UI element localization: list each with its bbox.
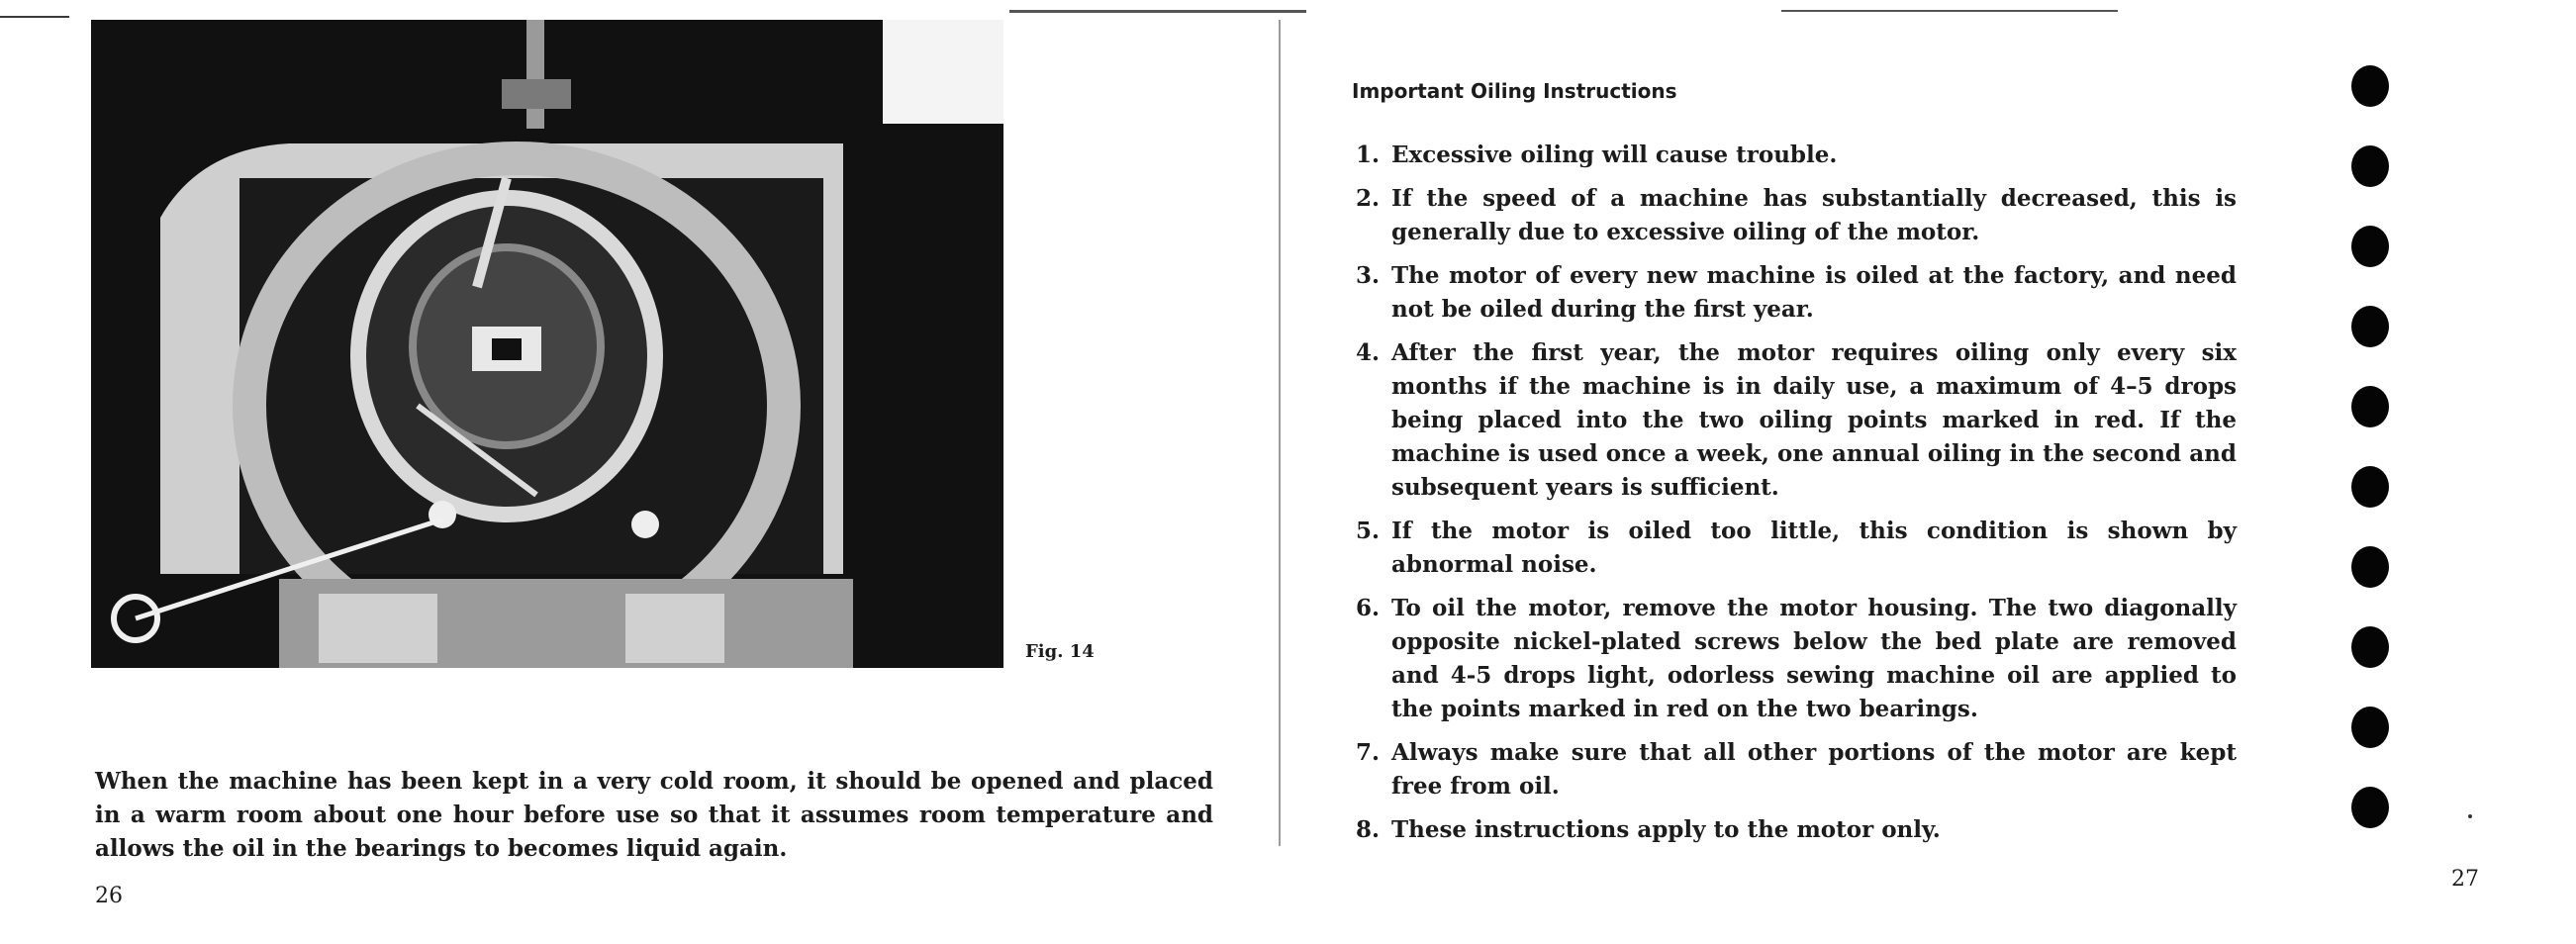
binding-hole (2351, 145, 2389, 187)
list-item: 1. Excessive oiling will cause trouble. (1356, 142, 1838, 168)
top-edge-rule (0, 16, 69, 18)
binding-hole (2351, 65, 2389, 107)
page-gutter (1279, 20, 1281, 846)
cold-room-paragraph: When the machine has been kept in a very cold room, it should be opened and placed in a warm room about one hour before use so that it assumes room temperature and allows the oil in the bearings to becomes liquid again. (95, 768, 1213, 862)
list-item: 5. If the motor is oiled too little, this condition is shown by abnormal noise. (1356, 518, 2237, 578)
page-number-right: 27 (2451, 867, 2479, 892)
section-heading: Important Oiling Instructions (1352, 79, 1677, 103)
machine-photo (91, 20, 1003, 668)
binding-hole (2351, 306, 2389, 347)
binding-hole (2351, 466, 2389, 508)
binding-hole (2351, 546, 2389, 588)
binding-hole (2351, 626, 2389, 668)
list-item: 6. To oil the motor, remove the motor housing. The two diagonally opposite nickel-plated screws below the bed plate are removed and 4-5 drops light, odorless sewing machine oil are applied to the points marked in red on the two bearings. (1356, 595, 2237, 722)
list-item: 8. These instructions apply to the motor only. (1356, 816, 1941, 843)
binding-hole (2351, 386, 2389, 427)
list-item: 4. After the first year, the motor requires oiling only every six months if the machine is in daily use, a maximum of 4–5 drops being placed into the two oiling points marked in red. If the machine is used once a week, one annual oiling in the second and subsequent years is sufficient. (1356, 339, 2237, 501)
oiling-instructions-list (1356, 139, 2237, 847)
figure-label: Fig. 14 (1025, 641, 1095, 662)
list-item: 7. Always make sure that all other portions of the motor are kept free from oil. (1356, 739, 2237, 800)
top-edge-noise (1781, 10, 2118, 12)
binding-hole (2351, 226, 2389, 267)
top-edge-noise (1009, 10, 1306, 13)
list-item: 3. The motor of every new machine is oiled at the factory, and need not be oiled during the first year. (1356, 262, 2237, 323)
binding-hole (2351, 707, 2389, 748)
page-number-left: 26 (95, 884, 123, 908)
list-item: 2. If the speed of a machine has substantially decreased, this is generally due to excessive oiling of the motor. (1356, 185, 2237, 245)
bobbin-area-illustration (91, 20, 1003, 668)
binding-hole (2351, 787, 2389, 828)
print-speck (2468, 814, 2472, 818)
